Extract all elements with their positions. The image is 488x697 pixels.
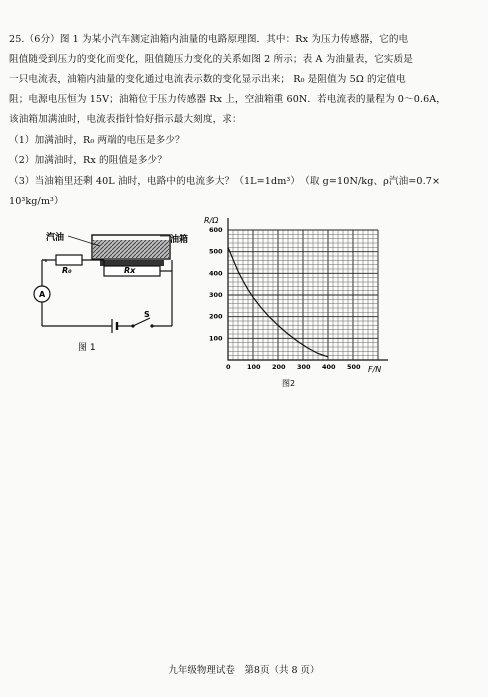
- x-axis-label: F/N: [368, 365, 382, 374]
- question-line: （3）当油箱里还剩 40L 油时，电路中的电流多大？（1L=1dm³） （取 g=10N/kg、ρ汽油=0.7×: [9, 176, 441, 187]
- y-tick-label: 500: [209, 247, 223, 256]
- label-r0: R₀: [62, 266, 72, 275]
- question-line: 10³kg/m³）: [9, 196, 64, 207]
- label-tank: 油箱: [170, 235, 189, 245]
- x-tick-label: 500: [347, 363, 361, 371]
- x-tick-label: 200: [272, 363, 286, 371]
- figure1-caption: 图 1: [78, 343, 96, 353]
- x-tick-label: 0: [226, 363, 231, 371]
- chart-grid: [228, 230, 378, 360]
- y-tick-label: 600: [209, 226, 223, 234]
- x-tick-label: 100: [247, 363, 261, 371]
- y-tick-label: 300: [209, 291, 223, 299]
- question-line: 阻；电源电压恒为 15V；油箱位于压力传感器 Rx 上，空油箱重 60N．若电流表的量程为 0～0.6A，: [9, 94, 446, 105]
- label-gasoline: 汽油: [46, 233, 65, 243]
- question-line: （1）加满油时，R₀ 两端的电压是多少？: [9, 135, 185, 146]
- battery-symbol: [112, 319, 117, 333]
- question-line: （2）加满油时，Rx 的阻值是多少？: [9, 155, 167, 166]
- label-rx: Rx: [124, 266, 136, 275]
- oil-tank: [92, 235, 170, 259]
- x-tick-label: 400: [322, 363, 336, 371]
- y-tick-label: 200: [209, 312, 223, 321]
- r0-resistor: [56, 255, 82, 265]
- question-line: 25.（6分）图 1 为某小汽车测定油箱内油量的电路原理图．其中：Rx 为压力传感器，它的电: [9, 34, 409, 45]
- y-axis-label: R/Ω: [204, 216, 219, 225]
- y-tick-label: 100: [209, 334, 223, 343]
- page-footer: 九年级物理试卷 第8页（共 8 页）: [168, 665, 320, 676]
- y-tick-label: 400: [209, 269, 223, 278]
- question-line: 阻值随受到压力的变化而变化，阻值随压力变化的关系如图 2 所示；表 A 为油量表，它实质是: [9, 54, 413, 65]
- question-line: 该油箱加满油时，电流表指针恰好指示最大刻度，求：: [9, 114, 242, 125]
- resistance-force-chart: [200, 214, 390, 394]
- switch-symbol: [131, 318, 153, 328]
- question-line: 一只电流表，油箱内油量的变化通过电流表示数的变化显示出来； R₀ 是阻值为 5Ω 的定值电: [9, 74, 406, 85]
- label-switch: S: [144, 310, 150, 319]
- circuit-diagram: [20, 222, 200, 362]
- figure2-caption: 图2: [282, 379, 296, 388]
- label-ammeter: A: [39, 290, 46, 299]
- x-tick-label: 300: [297, 363, 311, 371]
